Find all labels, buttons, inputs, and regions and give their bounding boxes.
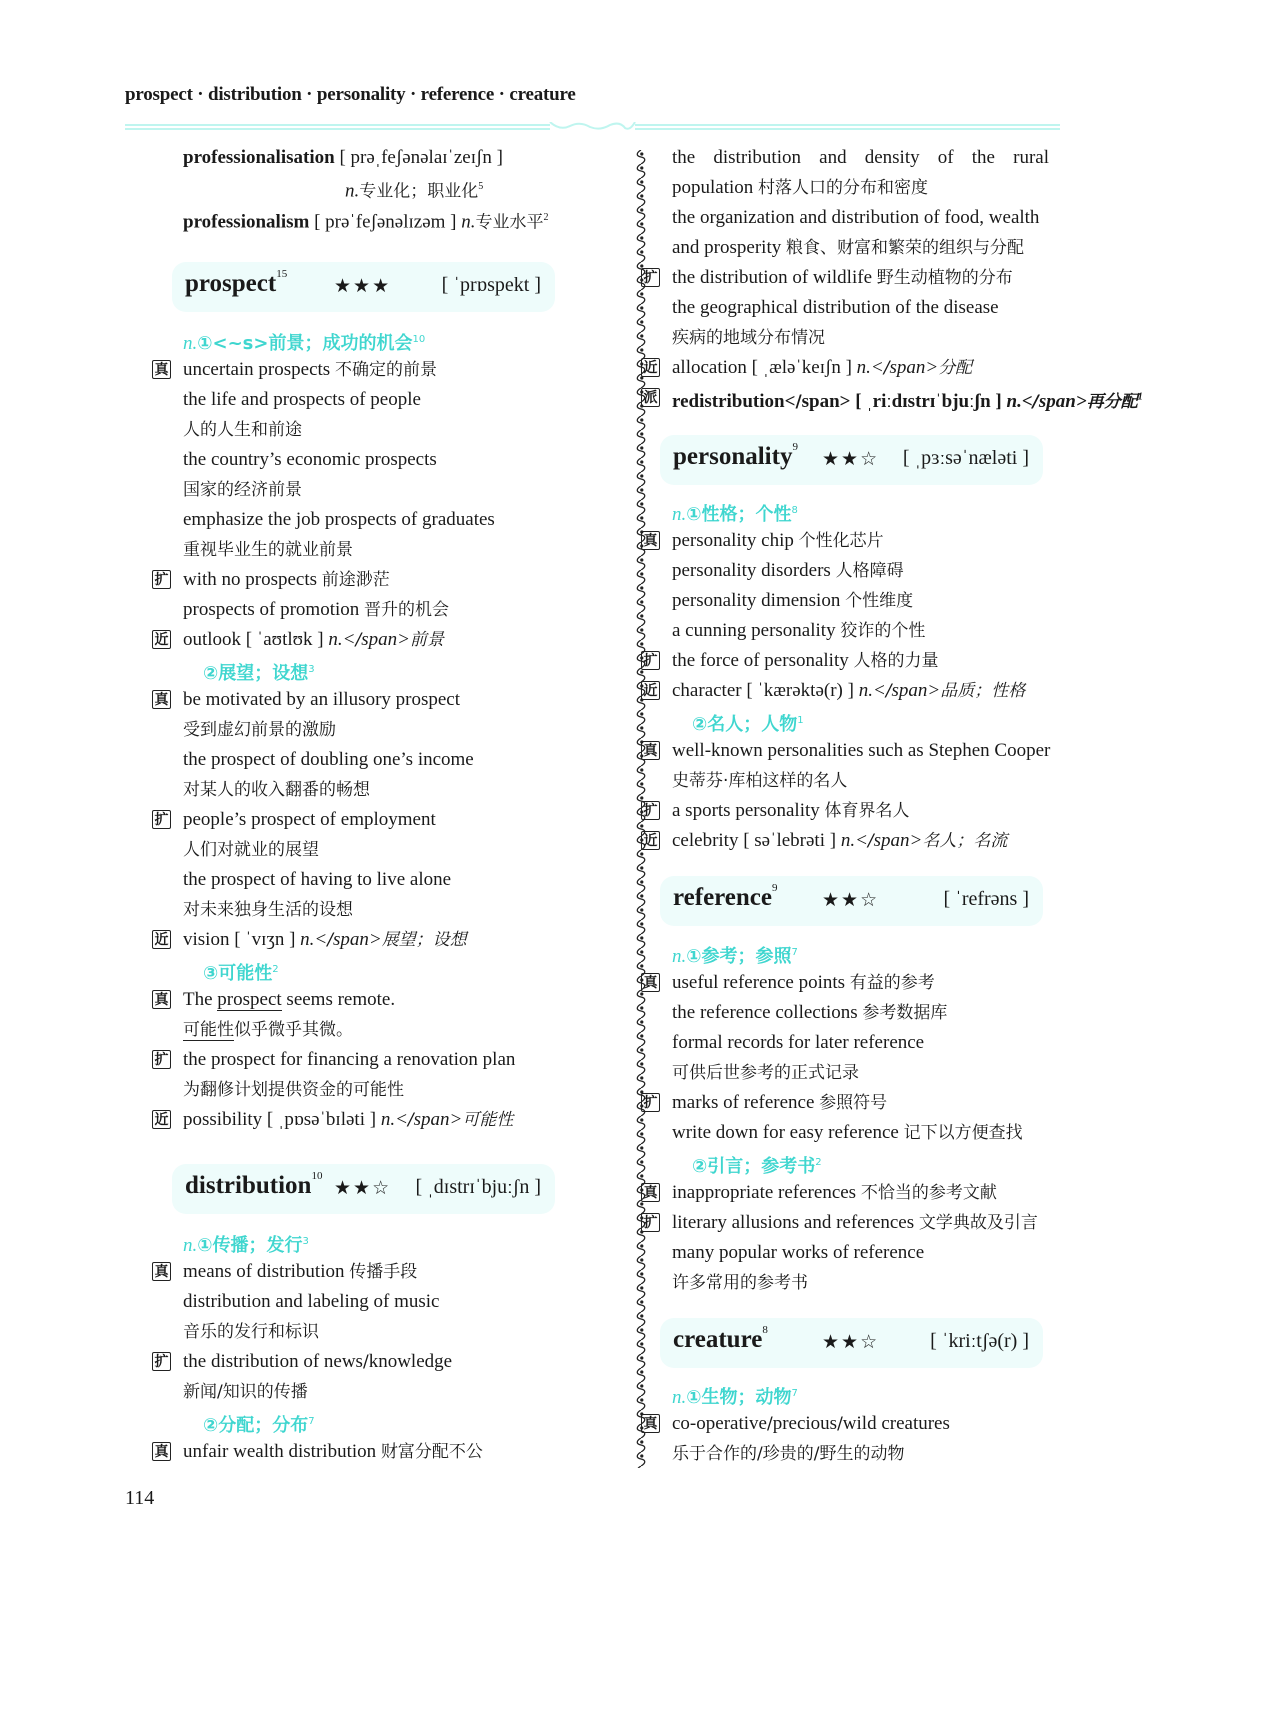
example-line: many popular works of reference <box>672 1242 925 1263</box>
headword-box-reference <box>660 876 1043 926</box>
example-line: a sports personality 体育界名人 <box>672 800 910 821</box>
tag-zhen-icon: 真 <box>641 1414 660 1433</box>
tag-zhen-icon: 真 <box>152 1442 171 1461</box>
entry-professionalisation: professionalisation [ prəˌfeʃənəlaɪˈzeɪʃn ] <box>183 147 503 168</box>
star-rating: ★★☆ <box>822 1331 880 1353</box>
tag-zhen-icon: 真 <box>152 1262 171 1281</box>
example-line: and prosperity 粮食、财富和繁荣的组织与分配 <box>672 237 1024 258</box>
headword-box-distribution <box>172 1164 555 1214</box>
example-line: the prospect for financing a renovation plan <box>183 1049 516 1070</box>
headword: distribution$^{10}$ <box>185 1170 323 1199</box>
tag-zhen-icon: 真 <box>152 990 171 1009</box>
example-line: The prospect seems remote. <box>183 989 396 1010</box>
example-line: unfair wealth distribution 财富分配不公 <box>183 1441 483 1462</box>
example-line: personality disorders 人格障碍 <box>672 560 904 581</box>
example-line: 人们对就业的展望 <box>183 840 319 860</box>
headword: personality$^9$ <box>673 441 798 470</box>
example-line: means of distribution 传播手段 <box>183 1261 418 1282</box>
example-line: population 村落人口的分布和密度 <box>672 177 929 198</box>
example-line: literary allusions and references 文学典故及引言 <box>672 1212 1038 1233</box>
example-line: formal records for later reference <box>672 1032 925 1053</box>
tag-jin-icon: 近 <box>152 630 171 649</box>
example-line: 可供后世参考的正式记录 <box>672 1063 859 1083</box>
entry-professionalisation-meaning: n.专业化；职业化$^5$ <box>345 180 484 202</box>
example-line: the prospect of having to live alone <box>183 869 452 890</box>
example-line: 国家的经济前景 <box>183 480 302 500</box>
example-line: the geographical distribution of the disease <box>672 297 999 318</box>
tag-kuo-icon: 扩 <box>152 1352 171 1371</box>
running-header: prospect · distribution · personality · reference · creature <box>125 84 576 105</box>
sense-heading: ②名人；人物$^1$ <box>692 714 804 735</box>
headword-box-creature <box>660 1318 1043 1368</box>
example-line: redistribution</span> [ ˌriːdɪstrɪˈbjuːʃn ] n.</span>再分配$^1$ <box>672 391 1143 413</box>
tag-kuo-icon: 扩 <box>641 1093 660 1112</box>
example-line: 可能性似乎微乎其微。 <box>183 1020 353 1040</box>
example-line: write down for easy reference 记下以方便查找 <box>672 1122 1023 1143</box>
example-line: distribution and labeling of music <box>183 1291 440 1312</box>
tag-pai-icon: 派 <box>641 388 660 407</box>
example-line: personality chip 个性化芯片 <box>672 530 884 551</box>
tag-zhen-icon: 真 <box>641 531 660 550</box>
headword: reference$^9$ <box>673 882 778 911</box>
example-line: the distribution of wildlife 野生动植物的分布 <box>672 267 1013 288</box>
tag-zhen-icon: 真 <box>152 360 171 379</box>
example-line: the force of personality 人格的力量 <box>672 650 939 671</box>
tag-kuo-icon: 扩 <box>152 570 171 589</box>
example-line: uncertain prospects 不确定的前景 <box>183 359 437 380</box>
tag-jin-icon: 近 <box>641 831 660 850</box>
example-line: the distribution of news/knowledge <box>183 1351 453 1372</box>
sense-heading: n.①传播；发行$^3$ <box>183 1235 309 1256</box>
example-line: people’s prospect of employment <box>183 809 436 830</box>
tag-kuo-icon: 扩 <box>641 651 660 670</box>
example-line: 为翻修计划提供资金的可能性 <box>183 1080 404 1100</box>
example-line: outlook [ ˈaʊtlʊk ] n.</span>前景 <box>183 629 444 650</box>
phonetic: [ ˈprɒspekt ] <box>441 274 541 296</box>
example-line: emphasize the job prospects of graduates <box>183 509 495 530</box>
example-line: character [ ˈkærəktə(r) ] n.</span>品质；性格 <box>672 680 1026 701</box>
sense-heading: n.①<~s>前景；成功的机会$^{10}$ <box>183 333 426 354</box>
example-line: well-known personalities such as Stephen Cooper <box>672 740 1051 761</box>
sense-heading: n.①性格；个性$^8$ <box>672 504 798 525</box>
star-rating: ★★★ <box>334 275 392 297</box>
tag-jin-icon: 近 <box>152 1110 171 1129</box>
tag-kuo-icon: 扩 <box>641 1213 660 1232</box>
tag-kuo-icon: 扩 <box>641 801 660 820</box>
tag-zhen-icon: 真 <box>641 1183 660 1202</box>
phonetic: [ ˈkriːtʃə(r) ] <box>930 1330 1029 1352</box>
example-line: 新闻/知识的传播 <box>183 1382 308 1402</box>
example-line: the distribution and density of the rural <box>672 147 1049 168</box>
headword: prospect$^{15}$ <box>185 268 288 297</box>
example-line: be motivated by an illusory prospect <box>183 689 461 710</box>
sense-heading: n.①参考；参照$^7$ <box>672 946 798 967</box>
example-line: prospects of promotion 晋升的机会 <box>183 599 450 620</box>
sense-heading: ②分配；分布$^7$ <box>203 1415 315 1436</box>
example-line: marks of reference 参照符号 <box>672 1092 888 1113</box>
example-line: the country’s economic prospects <box>183 449 437 470</box>
sense-heading: ②展望；设想$^3$ <box>203 663 315 684</box>
example-line: possibility [ ˌpɒsəˈbɪləti ] n.</span>可能性 <box>183 1109 514 1130</box>
phonetic: [ ˌpɜːsəˈnæləti ] <box>902 447 1029 469</box>
star-rating: ★★☆ <box>822 448 880 470</box>
example-line: 对某人的收入翻番的畅想 <box>183 780 370 800</box>
example-line: the organization and distribution of food, wealth <box>672 207 1040 228</box>
example-line: 疾病的地域分布情况 <box>672 328 825 348</box>
header-ornament-rule <box>125 122 1060 132</box>
example-line: 人的人生和前途 <box>183 420 302 440</box>
example-line: 音乐的发行和标识 <box>183 1322 319 1342</box>
sense-heading: ②引言；参考书$^2$ <box>692 1156 822 1177</box>
headword: creature$^8$ <box>673 1324 768 1353</box>
tag-zhen-icon: 真 <box>641 741 660 760</box>
example-line: the reference collections 参考数据库 <box>672 1002 948 1023</box>
star-rating: ★★☆ <box>334 1177 392 1199</box>
example-line: a cunning personality 狡诈的个性 <box>672 620 926 641</box>
headword-box-personality <box>660 435 1043 485</box>
star-rating: ★★☆ <box>822 889 880 911</box>
tag-jin-icon: 近 <box>152 930 171 949</box>
example-line: 史蒂芬·库柏这样的名人 <box>672 771 848 791</box>
sense-heading: ③可能性$^2$ <box>203 963 279 984</box>
example-line: personality dimension 个性维度 <box>672 590 914 611</box>
example-line: the life and prospects of people <box>183 389 421 410</box>
example-line: useful reference points 有益的参考 <box>672 972 935 993</box>
headword-box-prospect <box>172 262 555 312</box>
tag-kuo-icon: 扩 <box>152 1050 171 1069</box>
example-line: 对未来独身生活的设想 <box>183 900 353 920</box>
example-line: 受到虚幻前景的激励 <box>183 720 336 740</box>
example-line: vision [ ˈvɪʒn ] n.</span>展望；设想 <box>183 929 467 950</box>
example-line: allocation [ ˌæləˈkeɪʃn ] n.</span>分配 <box>672 357 973 378</box>
example-line: the prospect of doubling one’s income <box>183 749 474 770</box>
tag-zhen-icon: 真 <box>641 973 660 992</box>
tag-zhen-icon: 真 <box>152 690 171 709</box>
example-line: co-operative/precious/wild creatures <box>672 1413 950 1434</box>
entry-professionalism: professionalism [ prəˈfeʃənəlɪzəm ] n.专业水平$^2$ <box>183 211 549 233</box>
phonetic: [ ˈrefrəns ] <box>943 888 1029 910</box>
sense-heading: n.①生物；动物$^7$ <box>672 1387 798 1408</box>
example-line: inappropriate references 不恰当的参考文献 <box>672 1182 997 1203</box>
page-number: 114 <box>125 1487 155 1509</box>
phonetic: [ ˌdɪstrɪˈbjuːʃn ] <box>415 1176 541 1198</box>
example-line: with no prospects 前途渺茫 <box>183 569 390 590</box>
tag-kuo-icon: 扩 <box>152 810 171 829</box>
tag-jin-icon: 近 <box>641 681 660 700</box>
example-line: celebrity [ səˈlebrəti ] n.</span>名人；名流 <box>672 830 1008 851</box>
example-line: 许多常用的参考书 <box>672 1273 808 1293</box>
tag-jin-icon: 近 <box>641 358 660 377</box>
example-line: 乐于合作的/珍贵的/野生的动物 <box>672 1444 905 1464</box>
tag-kuo-icon: 扩 <box>641 268 660 287</box>
example-line: 重视毕业生的就业前景 <box>183 540 353 560</box>
